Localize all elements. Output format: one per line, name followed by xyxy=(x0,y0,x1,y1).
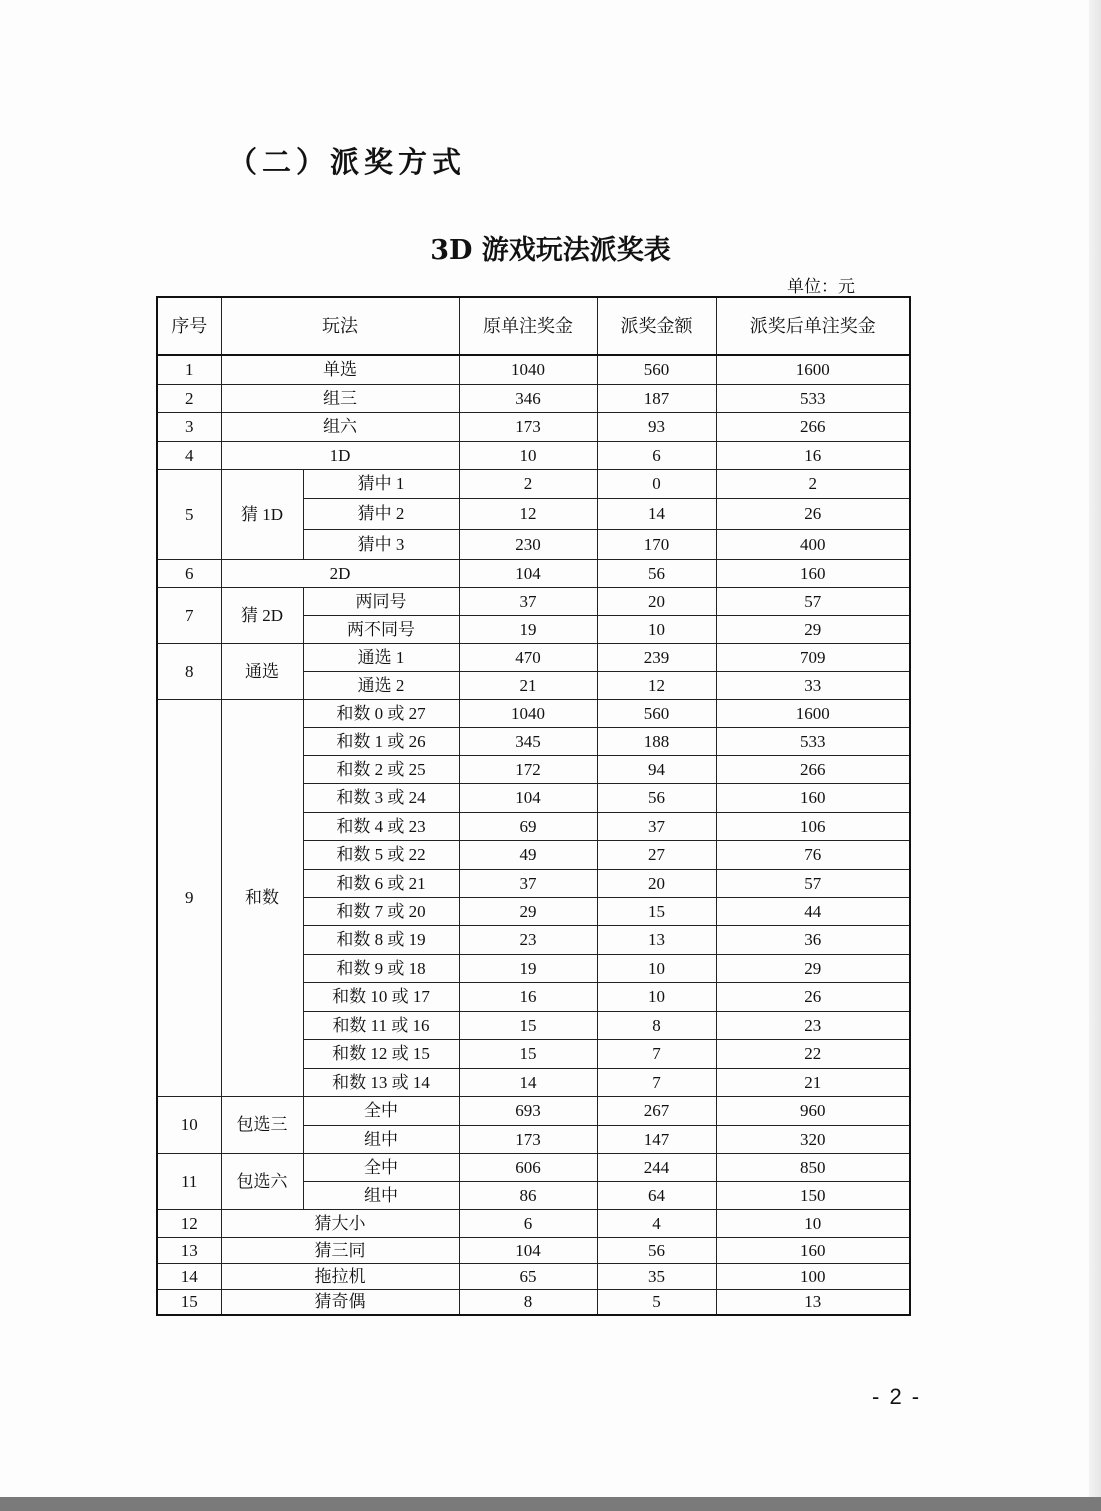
row-no-cell: 1 xyxy=(157,355,221,384)
bonus-amount-cell: 188 xyxy=(597,727,716,755)
bonus-amount-cell: 20 xyxy=(597,587,716,615)
row-no-cell: 2 xyxy=(157,384,221,412)
original-prize-cell: 10 xyxy=(459,441,597,469)
original-prize-cell: 15 xyxy=(459,1011,597,1039)
bonus-amount-cell: 4 xyxy=(597,1209,716,1237)
bonus-amount-cell: 560 xyxy=(597,699,716,727)
bonus-amount-cell: 93 xyxy=(597,412,716,441)
play-group-cell: 包选六 xyxy=(221,1153,303,1209)
bonus-amount-cell: 56 xyxy=(597,783,716,812)
bonus-amount-cell: 0 xyxy=(597,469,716,498)
final-prize-cell: 1600 xyxy=(716,355,910,384)
play-cell: 拖拉机 xyxy=(221,1263,459,1289)
bonus-amount-cell: 12 xyxy=(597,671,716,699)
final-prize-cell: 266 xyxy=(716,412,910,441)
original-prize-cell: 693 xyxy=(459,1096,597,1125)
bonus-amount-cell: 35 xyxy=(597,1263,716,1289)
bonus-amount-cell: 8 xyxy=(597,1011,716,1039)
sub-play-cell: 和数 1 或 26 xyxy=(303,727,459,755)
bonus-amount-cell: 37 xyxy=(597,812,716,840)
original-prize-cell: 15 xyxy=(459,1039,597,1068)
sub-play-cell: 通选 1 xyxy=(303,643,459,671)
row-no-cell: 14 xyxy=(157,1263,221,1289)
play-cell: 1D xyxy=(221,441,459,469)
original-prize-cell: 19 xyxy=(459,615,597,643)
final-prize-cell: 533 xyxy=(716,384,910,412)
scan-bottom-band xyxy=(0,1497,1101,1511)
original-prize-cell: 14 xyxy=(459,1068,597,1096)
sub-play-cell: 和数 5 或 22 xyxy=(303,840,459,869)
final-prize-cell: 26 xyxy=(716,498,910,529)
play-group-cell: 猜 2D xyxy=(221,587,303,643)
final-prize-cell: 21 xyxy=(716,1068,910,1096)
table-title: 3D 游戏玩法派奖表 xyxy=(430,235,671,266)
header-play: 玩法 xyxy=(221,297,459,355)
original-prize-cell: 1040 xyxy=(459,699,597,727)
header-original-prize: 原单注奖金 xyxy=(459,297,597,355)
sub-play-cell: 和数 4 或 23 xyxy=(303,812,459,840)
table-row xyxy=(157,441,910,469)
bonus-amount-cell: 187 xyxy=(597,384,716,412)
final-prize-cell: 33 xyxy=(716,671,910,699)
play-group-cell: 猜 1D xyxy=(221,469,303,559)
final-prize-cell: 960 xyxy=(716,1096,910,1125)
sub-play-cell: 通选 2 xyxy=(303,671,459,699)
final-prize-cell: 709 xyxy=(716,643,910,671)
bonus-amount-cell: 64 xyxy=(597,1181,716,1209)
final-prize-cell: 150 xyxy=(716,1181,910,1209)
original-prize-cell: 606 xyxy=(459,1153,597,1181)
row-no-cell: 4 xyxy=(157,441,221,469)
final-prize-cell: 160 xyxy=(716,1237,910,1263)
sub-play-cell: 和数 11 或 16 xyxy=(303,1011,459,1039)
sub-play-cell: 全中 xyxy=(303,1096,459,1125)
sub-play-cell: 和数 6 或 21 xyxy=(303,869,459,897)
bonus-amount-cell: 560 xyxy=(597,355,716,384)
original-prize-cell: 104 xyxy=(459,783,597,812)
bonus-amount-cell: 7 xyxy=(597,1039,716,1068)
sub-play-cell: 猜中 1 xyxy=(303,469,459,498)
sub-play-cell: 和数 10 或 17 xyxy=(303,982,459,1011)
bonus-amount-cell: 14 xyxy=(597,498,716,529)
play-group-cell: 包选三 xyxy=(221,1096,303,1153)
original-prize-cell: 230 xyxy=(459,529,597,559)
header-final-prize: 派奖后单注奖金 xyxy=(716,297,910,355)
original-prize-cell: 49 xyxy=(459,840,597,869)
original-prize-cell: 23 xyxy=(459,925,597,954)
original-prize-cell: 69 xyxy=(459,812,597,840)
table-row xyxy=(157,1153,910,1181)
bonus-amount-cell: 15 xyxy=(597,897,716,925)
table-body xyxy=(157,355,910,1315)
row-no-cell: 13 xyxy=(157,1237,221,1263)
prize-table xyxy=(156,296,911,1316)
original-prize-cell: 37 xyxy=(459,869,597,897)
sub-play-cell: 和数 3 或 24 xyxy=(303,783,459,812)
sub-play-cell: 和数 13 或 14 xyxy=(303,1068,459,1096)
row-no-cell: 15 xyxy=(157,1289,221,1315)
table-row xyxy=(157,384,910,412)
sub-play-cell: 和数 9 或 18 xyxy=(303,954,459,982)
original-prize-cell: 86 xyxy=(459,1181,597,1209)
play-cell: 猜大小 xyxy=(221,1209,459,1237)
sub-play-cell: 和数 8 或 19 xyxy=(303,925,459,954)
sub-play-cell: 和数 0 或 27 xyxy=(303,699,459,727)
final-prize-cell: 44 xyxy=(716,897,910,925)
final-prize-cell: 320 xyxy=(716,1125,910,1153)
section-heading: （二）派奖方式 xyxy=(228,145,467,179)
scan-right-edge xyxy=(1089,0,1101,1511)
final-prize-cell: 10 xyxy=(716,1209,910,1237)
final-prize-cell: 2 xyxy=(716,469,910,498)
row-no-cell: 11 xyxy=(157,1153,221,1209)
row-no-cell: 8 xyxy=(157,643,221,699)
play-cell: 组三 xyxy=(221,384,459,412)
final-prize-cell: 160 xyxy=(716,559,910,587)
table-header-row xyxy=(157,297,910,355)
original-prize-cell: 21 xyxy=(459,671,597,699)
final-prize-cell: 29 xyxy=(716,954,910,982)
original-prize-cell: 173 xyxy=(459,1125,597,1153)
table-row xyxy=(157,1209,910,1237)
row-no-cell: 12 xyxy=(157,1209,221,1237)
sub-play-cell: 和数 2 或 25 xyxy=(303,755,459,783)
sub-play-cell: 猜中 3 xyxy=(303,529,459,559)
row-no-cell: 3 xyxy=(157,412,221,441)
final-prize-cell: 76 xyxy=(716,840,910,869)
final-prize-cell: 57 xyxy=(716,587,910,615)
bonus-amount-cell: 239 xyxy=(597,643,716,671)
bonus-amount-cell: 10 xyxy=(597,615,716,643)
original-prize-cell: 173 xyxy=(459,412,597,441)
row-no-cell: 9 xyxy=(157,699,221,1096)
sub-play-cell: 猜中 2 xyxy=(303,498,459,529)
play-cell: 组六 xyxy=(221,412,459,441)
play-group-cell: 和数 xyxy=(221,699,303,1096)
table-row xyxy=(157,1096,910,1125)
bonus-amount-cell: 5 xyxy=(597,1289,716,1315)
original-prize-cell: 1040 xyxy=(459,355,597,384)
sub-play-cell: 两不同号 xyxy=(303,615,459,643)
final-prize-cell: 400 xyxy=(716,529,910,559)
original-prize-cell: 12 xyxy=(459,498,597,529)
sub-play-cell: 组中 xyxy=(303,1125,459,1153)
sub-play-cell: 和数 7 或 20 xyxy=(303,897,459,925)
table-row xyxy=(157,559,910,587)
final-prize-cell: 106 xyxy=(716,812,910,840)
bonus-amount-cell: 27 xyxy=(597,840,716,869)
original-prize-cell: 65 xyxy=(459,1263,597,1289)
row-no-cell: 6 xyxy=(157,559,221,587)
bonus-amount-cell: 56 xyxy=(597,559,716,587)
sub-play-cell: 组中 xyxy=(303,1181,459,1209)
final-prize-cell: 23 xyxy=(716,1011,910,1039)
final-prize-cell: 266 xyxy=(716,755,910,783)
table-row xyxy=(157,1237,910,1263)
original-prize-cell: 8 xyxy=(459,1289,597,1315)
table-row xyxy=(157,643,910,671)
row-no-cell: 5 xyxy=(157,469,221,559)
unit-label: 单位：元 xyxy=(787,277,855,296)
row-no-cell: 10 xyxy=(157,1096,221,1153)
final-prize-cell: 100 xyxy=(716,1263,910,1289)
sub-play-cell: 两同号 xyxy=(303,587,459,615)
play-cell: 2D xyxy=(221,559,459,587)
final-prize-cell: 850 xyxy=(716,1153,910,1181)
bonus-amount-cell: 170 xyxy=(597,529,716,559)
final-prize-cell: 16 xyxy=(716,441,910,469)
final-prize-cell: 160 xyxy=(716,783,910,812)
final-prize-cell: 36 xyxy=(716,925,910,954)
bonus-amount-cell: 20 xyxy=(597,869,716,897)
play-cell: 猜三同 xyxy=(221,1237,459,1263)
original-prize-cell: 16 xyxy=(459,982,597,1011)
header-no: 序号 xyxy=(157,297,221,355)
bonus-amount-cell: 10 xyxy=(597,954,716,982)
original-prize-cell: 29 xyxy=(459,897,597,925)
table-row xyxy=(157,1263,910,1289)
table-row xyxy=(157,355,910,384)
bonus-amount-cell: 94 xyxy=(597,755,716,783)
original-prize-cell: 37 xyxy=(459,587,597,615)
bonus-amount-cell: 7 xyxy=(597,1068,716,1096)
original-prize-cell: 2 xyxy=(459,469,597,498)
header-bonus-amount: 派奖金额 xyxy=(597,297,716,355)
play-cell: 单选 xyxy=(221,355,459,384)
bonus-amount-cell: 6 xyxy=(597,441,716,469)
bonus-amount-cell: 13 xyxy=(597,925,716,954)
final-prize-cell: 533 xyxy=(716,727,910,755)
original-prize-cell: 104 xyxy=(459,559,597,587)
final-prize-cell: 13 xyxy=(716,1289,910,1315)
bonus-amount-cell: 10 xyxy=(597,982,716,1011)
final-prize-cell: 22 xyxy=(716,1039,910,1068)
bonus-amount-cell: 147 xyxy=(597,1125,716,1153)
sub-play-cell: 和数 12 或 15 xyxy=(303,1039,459,1068)
table-row xyxy=(157,469,910,498)
page-number: - 2 - xyxy=(872,1384,922,1409)
row-no-cell: 7 xyxy=(157,587,221,643)
original-prize-cell: 470 xyxy=(459,643,597,671)
play-cell: 猜奇偶 xyxy=(221,1289,459,1315)
bonus-amount-cell: 267 xyxy=(597,1096,716,1125)
table-row xyxy=(157,412,910,441)
table-row xyxy=(157,587,910,615)
original-prize-cell: 6 xyxy=(459,1209,597,1237)
original-prize-cell: 345 xyxy=(459,727,597,755)
table-row xyxy=(157,1289,910,1315)
final-prize-cell: 29 xyxy=(716,615,910,643)
final-prize-cell: 26 xyxy=(716,982,910,1011)
sub-play-cell: 全中 xyxy=(303,1153,459,1181)
table-row xyxy=(157,699,910,727)
final-prize-cell: 1600 xyxy=(716,699,910,727)
original-prize-cell: 172 xyxy=(459,755,597,783)
original-prize-cell: 346 xyxy=(459,384,597,412)
final-prize-cell: 57 xyxy=(716,869,910,897)
play-group-cell: 通选 xyxy=(221,643,303,699)
original-prize-cell: 104 xyxy=(459,1237,597,1263)
bonus-amount-cell: 244 xyxy=(597,1153,716,1181)
original-prize-cell: 19 xyxy=(459,954,597,982)
bonus-amount-cell: 56 xyxy=(597,1237,716,1263)
